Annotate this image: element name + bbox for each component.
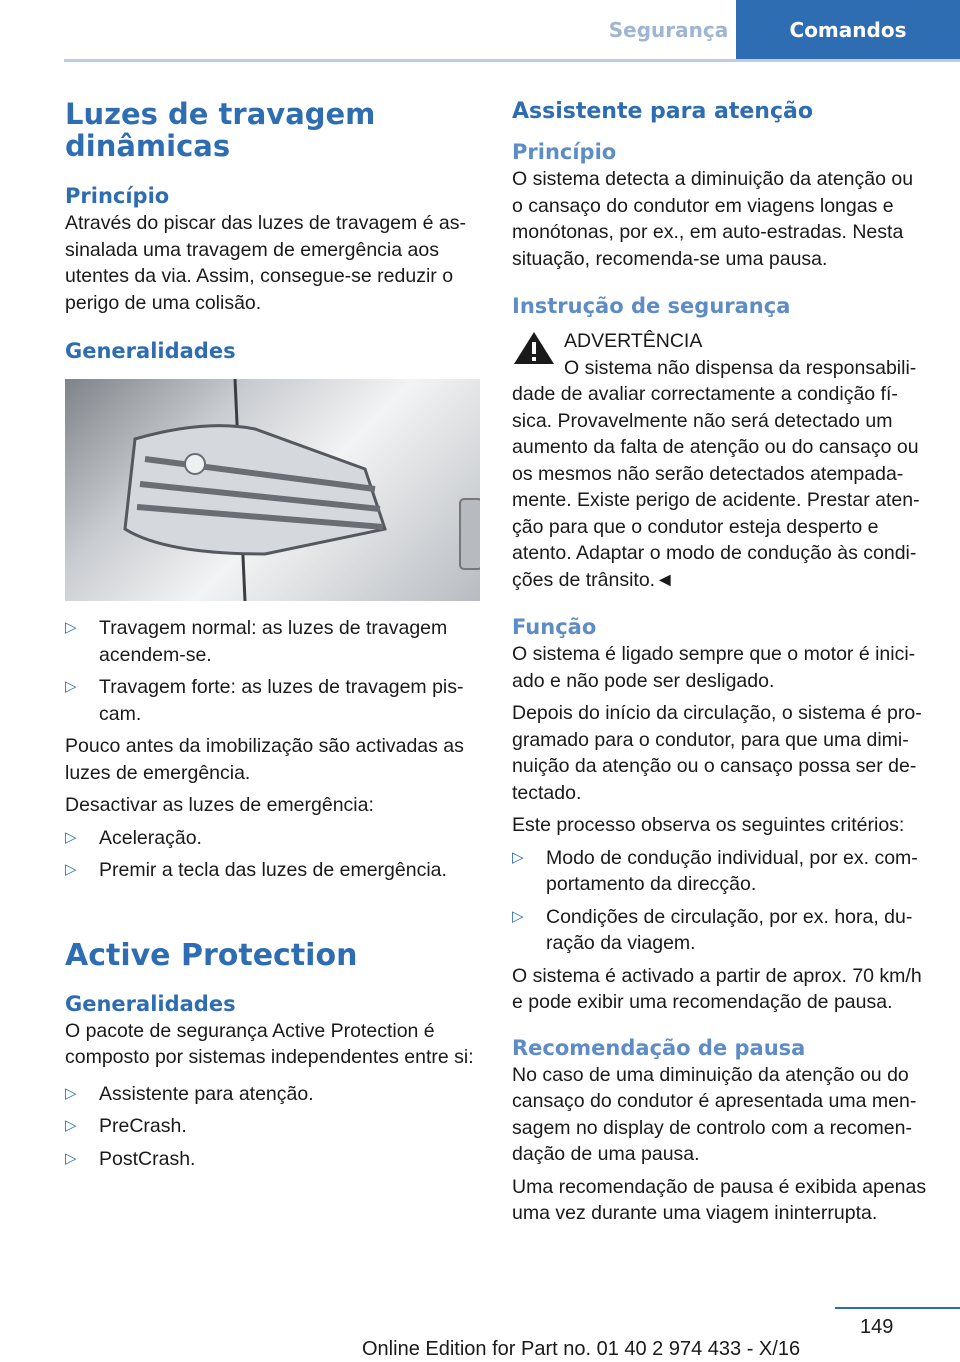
warning-block (512, 328, 927, 355)
heading-funcao: Função (512, 615, 597, 639)
hazard-list (65, 825, 480, 884)
list-item: ▷ Modo de condução individual, por ex. com-portamento da direcção. (512, 846, 918, 895)
list-item: ▷ Aceleração. (65, 825, 480, 852)
funcao-text-2: Depois do início da circulação, o sistema é pro-gramado para o condutor, para que uma dimi-nuição da atenção ou o cansaço possa ser de-tectado. (512, 702, 922, 804)
taillight-illustration (65, 379, 480, 601)
heading-principio: Princípio (65, 184, 170, 208)
list-item: ▷ PreCrash. (65, 1113, 480, 1140)
imobilizacao-text: Pouco antes da imobilização são activadas as luzes de emergência. (65, 735, 464, 784)
funcao-text-3: Este processo observa os seguintes critérios: (512, 814, 905, 836)
section-title-assistente: Assistente para atenção (512, 99, 813, 124)
list-item: ▷ Condições de circulação, por ex. hora, du-ração da viagem. (512, 905, 913, 954)
criteria-list (512, 845, 927, 957)
principio-text: Através do piscar das luzes de travagem é as-sinalada uma travagem de emergência aos utentes da via. Assim, consegue-se reduzir o perigo de uma colisão. (65, 212, 467, 314)
active-protection-list (65, 1081, 480, 1173)
list-item: ▷ PostCrash. (65, 1146, 480, 1173)
warning-label: ADVERTÊNCIA (564, 330, 703, 352)
recomendacao-text-1: No caso de uma diminuição da atenção ou do cansaço do condutor é apresentada uma men-sagem no display de controlo com a recomen-dação de uma pausa. (512, 1063, 917, 1165)
warning-triangle-icon (512, 330, 556, 366)
heading-recomendacao: Recomendação de pausa (512, 1035, 806, 1060)
edition-text: Online Edition for Part no. 01 40 2 974 433 - X/16 (362, 1338, 801, 1360)
triangle-bullet-icon: ▷ (65, 828, 77, 846)
page-number: 149 (860, 1316, 894, 1338)
triangle-bullet-icon: ▷ (512, 907, 524, 925)
triangle-bullet-icon: ▷ (512, 848, 524, 866)
brake-list (65, 615, 480, 727)
tab-seguranca[interactable]: Segurança (608, 17, 729, 42)
principio-right-text: O sistema detecta a diminuição da atenção ou o cansaço do condutor em viagens longas e monótonas, por ex., em auto-estradas. Nesta situação, recomenda-se uma pausa. (512, 168, 914, 270)
list-item: ▷ Assistente para atenção. (65, 1081, 480, 1108)
desactivar-text: Desactivar as luzes de emergência: (65, 794, 374, 816)
warning-text: O sistema não dispensa da responsabili-dade de avaliar correctamente a condição fí-sica. Provavelmente não será detectado um aumento da falta de atenção ou do cansaço ou os mesmos não serão detectados atempada-mente. Existe perigo de acidente. Prestar aten-ção para que o condutor esteja desperto e atento. Adaptar o modo de condução às condi-ções de trânsito.◄ (512, 356, 920, 591)
active-protection-text: O pacote de segurança Active Protection é composto por sistemas independentes entre si: (65, 1019, 474, 1068)
funcao-text-4: O sistema é activado a partir de aprox. 70 km/h e pode exibir uma recomendação de pausa. (512, 964, 922, 1013)
section-title-active-protection: Active Protection (65, 937, 358, 973)
triangle-bullet-icon: ▷ (65, 619, 77, 636)
triangle-bullet-icon: ▷ (65, 861, 77, 878)
heading-generalidades: Generalidades (65, 339, 236, 363)
recomendacao-text-2: Uma recomendação de pausa é exibida apenas uma vez durante uma viagem ininterrupta. (512, 1175, 927, 1224)
right-column (512, 98, 927, 1227)
header-divider (64, 59, 960, 62)
tab-comandos[interactable]: Comandos (736, 0, 960, 59)
triangle-bullet-icon: ▷ (65, 1084, 77, 1102)
footer-divider (835, 1307, 960, 1309)
list-item: ▷ Travagem normal: as luzes de travagem acendem-se. (65, 617, 448, 666)
heading-instrucao: Instrução de segurança (512, 294, 791, 318)
taillight-photo (65, 379, 480, 601)
triangle-bullet-icon: ▷ (65, 1149, 77, 1167)
funcao-text-1: O sistema é ligado sempre que o motor é inici-ado e não pode ser desligado. (512, 643, 916, 692)
heading-generalidades-active: Generalidades (65, 991, 236, 1016)
page-header (601, 0, 960, 62)
triangle-bullet-icon: ▷ (65, 678, 77, 695)
section-title-luzes: Luzes de travagem dinâmicas (65, 97, 376, 163)
list-item: ▷ Premir a tecla das luzes de emergência. (65, 857, 480, 884)
left-column (65, 98, 480, 1172)
heading-principio-right: Princípio (512, 140, 617, 164)
triangle-bullet-icon: ▷ (65, 1117, 77, 1134)
list-item: ▷ Travagem forte: as luzes de travagem pis-cam. (65, 676, 464, 725)
